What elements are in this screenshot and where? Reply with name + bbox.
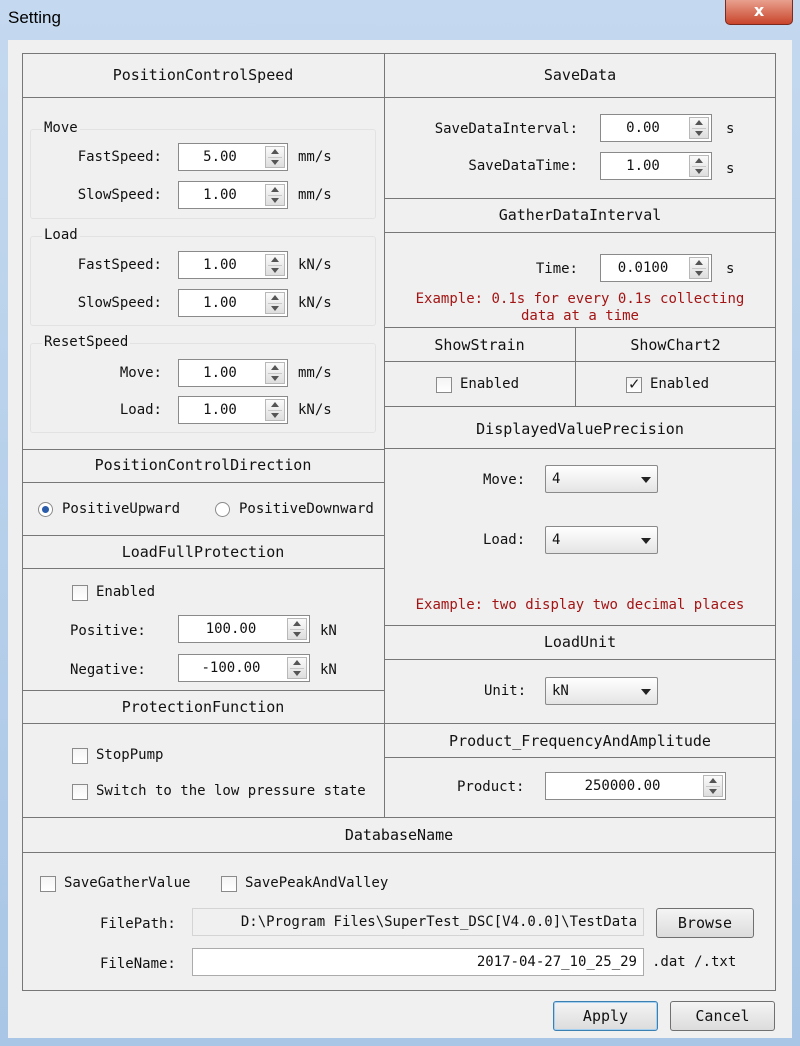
gather-time-spinbox[interactable]	[600, 254, 712, 282]
gather-time-unit: s	[726, 261, 735, 277]
load-group-label: Load	[44, 227, 78, 243]
negative-unit: kN	[320, 662, 337, 678]
save-data-time-value: 1.00	[626, 158, 660, 174]
precision-load-label: Load:	[483, 532, 526, 548]
move-fast-speed-unit: mm/s	[298, 149, 332, 165]
load-full-protection-header: LoadFullProtection	[121, 543, 285, 561]
positive-downward-label: PositiveDownward	[239, 501, 374, 517]
show-chart2-header: ShowChart2	[630, 336, 721, 354]
save-gather-value-checkbox[interactable]	[40, 876, 56, 892]
load-slow-speed-unit: kN/s	[298, 295, 332, 311]
load-fast-speed-value: 1.00	[203, 257, 237, 273]
spin-arrows-icon[interactable]	[265, 399, 285, 421]
precision-move-select[interactable]	[545, 465, 658, 493]
gather-example-line2: data at a time	[520, 308, 639, 324]
spin-arrows-icon[interactable]	[265, 362, 285, 384]
positive-downward-radio[interactable]	[215, 502, 230, 517]
save-peak-valley-label: SavePeakAndValley	[245, 875, 389, 891]
save-data-interval-unit: s	[726, 121, 735, 137]
product-spinbox[interactable]	[545, 772, 726, 800]
positive-upward-label: PositiveUpward	[62, 501, 181, 517]
stop-pump-label: StopPump	[96, 747, 164, 763]
precision-load-value: 4	[552, 532, 561, 548]
spin-arrows-icon[interactable]	[703, 775, 723, 797]
show-strain-header: ShowStrain	[434, 336, 525, 354]
show-strain-enabled-label: Enabled	[460, 376, 520, 392]
reset-move-value: 1.00	[203, 365, 237, 381]
filepath-field[interactable]: D:\Program Files\SuperTest_DSC[V4.0.0]\TestData	[192, 908, 644, 936]
title-bar	[0, 0, 800, 40]
product-value: 250000.00	[584, 778, 661, 794]
show-strain-checkbox[interactable]	[436, 377, 452, 393]
move-slow-speed-value: 1.00	[203, 187, 237, 203]
apply-button[interactable]: Apply	[553, 1001, 658, 1031]
move-slow-speed-unit: mm/s	[298, 187, 332, 203]
load-unit-header: LoadUnit	[543, 633, 617, 651]
filepath-label: FilePath:	[100, 916, 176, 932]
gather-example-line1: Example: 0.1s for every 0.1s collecting	[415, 291, 745, 307]
reset-move-unit: mm/s	[298, 365, 332, 381]
spin-arrows-icon[interactable]	[265, 146, 285, 168]
positive-upward-radio[interactable]	[38, 502, 53, 517]
load-unit-select[interactable]	[545, 677, 658, 705]
filename-input[interactable]: 2017-04-27_10_25_29	[192, 948, 644, 976]
reset-load-unit: kN/s	[298, 402, 332, 418]
save-data-interval-spinbox[interactable]	[600, 114, 712, 142]
chevron-down-icon	[641, 538, 651, 544]
precision-load-select[interactable]	[545, 526, 658, 554]
save-data-interval-label: SaveDataInterval:	[434, 121, 578, 137]
chevron-down-icon	[641, 689, 651, 695]
positive-value: 100.00	[205, 621, 257, 637]
negative-label: Negative:	[70, 662, 146, 678]
gather-time-value: 0.0100	[617, 260, 669, 276]
reset-load-value: 1.00	[203, 402, 237, 418]
chevron-down-icon	[641, 477, 651, 483]
negative-spinbox[interactable]	[178, 654, 310, 682]
positive-label: Positive:	[70, 623, 146, 639]
load-fast-speed-unit: kN/s	[298, 257, 332, 273]
save-data-time-label: SaveDataTime:	[468, 158, 578, 174]
load-slow-speed-label: SlowSpeed:	[77, 295, 162, 311]
save-data-time-spinbox[interactable]	[600, 152, 712, 180]
gather-data-interval-header: GatherDataInterval	[498, 206, 662, 224]
load-slow-speed-spinbox[interactable]	[178, 289, 288, 317]
spin-arrows-icon[interactable]	[287, 657, 307, 679]
reset-load-label: Load:	[119, 402, 162, 418]
database-name-header: DatabaseName	[344, 826, 454, 844]
move-group-label: Move	[44, 120, 78, 136]
spin-arrows-icon[interactable]	[287, 618, 307, 640]
load-protection-enabled-label: Enabled	[96, 584, 156, 600]
positive-unit: kN	[320, 623, 337, 639]
precision-example: Example: two display two decimal places	[415, 597, 745, 613]
product-label: Product:	[457, 779, 525, 795]
load-fast-speed-label: FastSpeed:	[77, 257, 162, 273]
load-protection-enabled-checkbox[interactable]	[72, 585, 88, 601]
load-slow-speed-value: 1.00	[203, 295, 237, 311]
load-fast-speed-spinbox[interactable]	[178, 251, 288, 279]
position-control-direction-header: PositionControlDirection	[94, 456, 312, 474]
low-pressure-label: Switch to the low pressure state	[96, 783, 366, 799]
positive-spinbox[interactable]	[178, 615, 310, 643]
stop-pump-checkbox[interactable]	[72, 748, 88, 764]
spin-arrows-icon[interactable]	[265, 292, 285, 314]
protection-function-header: ProtectionFunction	[121, 698, 285, 716]
cancel-button[interactable]: Cancel	[670, 1001, 775, 1031]
displayed-value-precision-header: DisplayedValuePrecision	[476, 420, 684, 438]
product-freq-amp-header: Product_FrequencyAndAmplitude	[449, 732, 711, 750]
save-data-interval-value: 0.00	[626, 120, 660, 136]
load-unit-label: Unit:	[484, 683, 527, 699]
load-unit-value: kN	[552, 683, 569, 699]
move-slow-speed-label: SlowSpeed:	[77, 187, 162, 203]
precision-move-label: Move:	[483, 472, 526, 488]
spin-arrows-icon[interactable]	[689, 117, 709, 139]
low-pressure-checkbox[interactable]	[72, 784, 88, 800]
spin-arrows-icon[interactable]	[265, 184, 285, 206]
browse-button[interactable]: Browse	[656, 908, 754, 938]
move-fast-speed-label: FastSpeed:	[77, 149, 162, 165]
spin-arrows-icon[interactable]	[689, 155, 709, 177]
move-fast-speed-spinbox[interactable]	[178, 143, 288, 171]
save-gather-value-label: SaveGatherValue	[64, 875, 191, 891]
show-chart2-enabled-label: Enabled	[650, 376, 710, 392]
precision-move-value: 4	[552, 471, 561, 487]
move-fast-speed-value: 5.00	[203, 149, 237, 165]
reset-speed-group-label: ResetSpeed	[44, 334, 129, 350]
reset-load-spinbox[interactable]	[178, 396, 288, 424]
spin-arrows-icon[interactable]	[265, 254, 285, 276]
reset-move-label: Move:	[119, 365, 162, 381]
close-button[interactable]: x	[725, 0, 793, 25]
window-title: Setting	[8, 8, 61, 27]
save-peak-valley-checkbox[interactable]	[221, 876, 237, 892]
spin-arrows-icon[interactable]	[689, 257, 709, 279]
negative-value: -100.00	[201, 660, 261, 676]
move-slow-speed-spinbox[interactable]	[178, 181, 288, 209]
show-chart2-checkbox[interactable]	[626, 377, 642, 393]
file-extension-label: .dat /.txt	[652, 954, 737, 970]
save-data-header: SaveData	[543, 66, 617, 84]
filename-label: FileName:	[100, 956, 176, 972]
gather-time-label: Time:	[535, 261, 578, 277]
reset-move-spinbox[interactable]	[178, 359, 288, 387]
save-data-time-unit: s	[726, 161, 735, 177]
position-control-speed-header: PositionControlSpeed	[112, 66, 294, 84]
